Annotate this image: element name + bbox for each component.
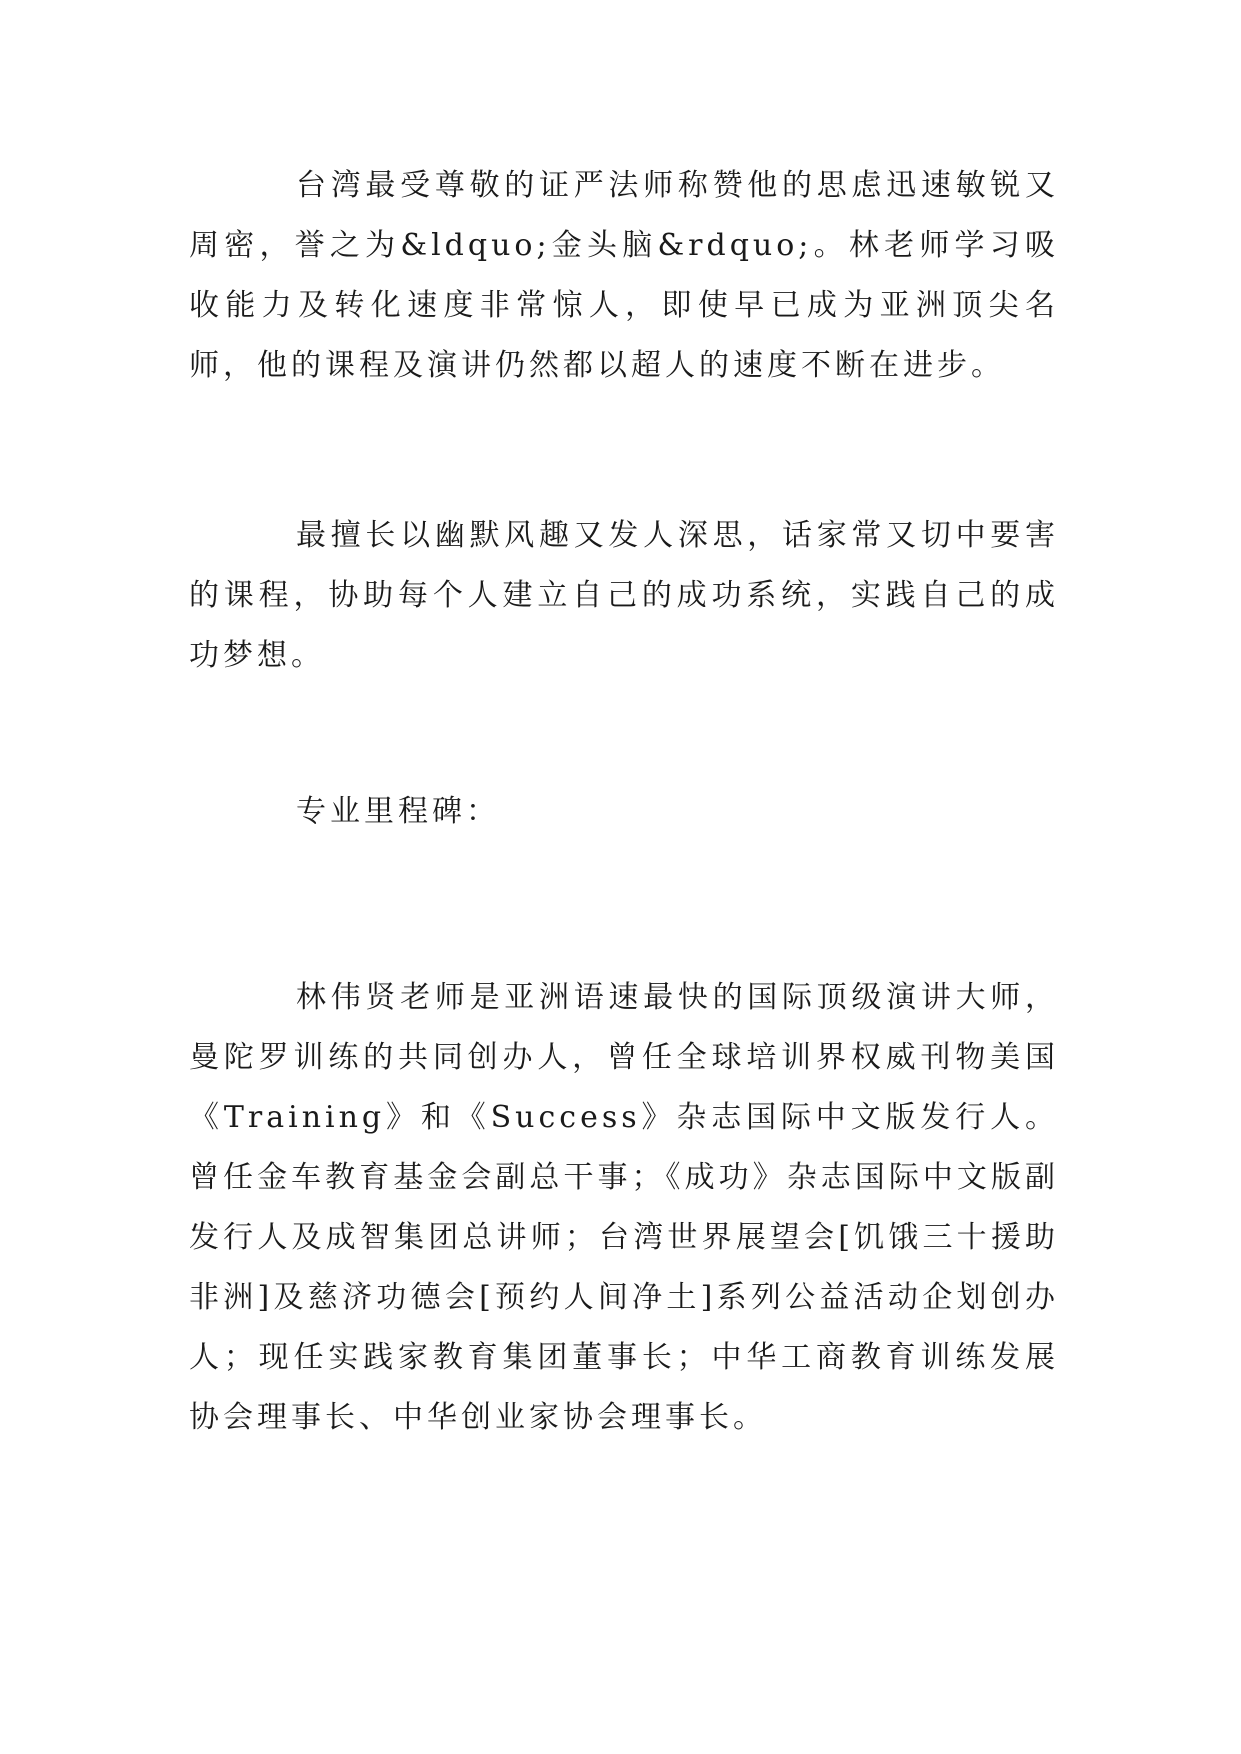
paragraph-praise: 台湾最受尊敬的证严法师称赞他的思虑迅速敏锐又周密，誉之为&ldquo;金头脑&rdquo;。林老师学习吸收能力及转化速度非常惊人，即使早已成为亚洲顶尖名师，他的课程及演讲仍然都以超人的速度不断在进步。 [189,168,1059,383]
paragraph-milestones: 林伟贤老师是亚洲语速最快的国际顶级演讲大师，曼陀罗训练的共同创办人，曾任全球培训界权威刊物美国《Training》和《Success》杂志国际中文版发行人。曾任金车教育基金会副总干事；《成功》杂志国际中文版副发行人及成智集团总讲师；台湾世界展望会[饥饿三十援助非洲]及慈济功德会[预约人间净土]系列公益活动企划创办人；现任实践家教育集团董事长；中华工商教育训练发展协会理事长、中华创业家协会理事长。 [189,980,1059,1435]
section-heading-milestones: 专业里程碑： [296,794,500,829]
paragraph-course-style: 最擅长以幽默风趣又发人深思，话家常又切中要害的课程，协助每个人建立自己的成功系统，实践自己的成功梦想。 [189,518,1059,673]
